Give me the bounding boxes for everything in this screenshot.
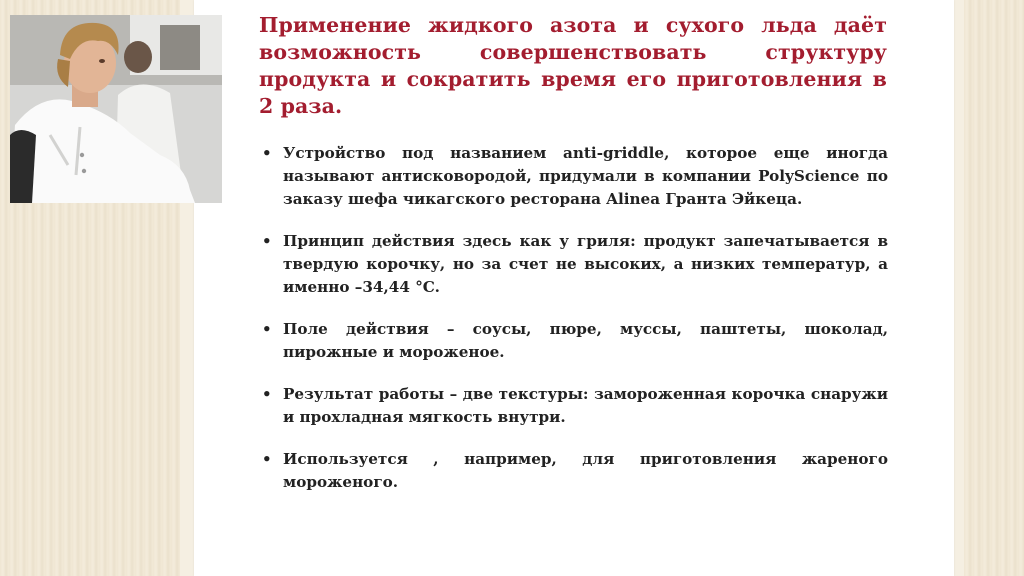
list-item [262, 448, 888, 494]
bullet-icon: • [262, 232, 272, 250]
bullet-icon: • [262, 450, 272, 468]
bullet-text: Результат работы – две текстуры: замороженная корочка снаружи и прохладная мягкость внутри. [283, 385, 888, 426]
bullet-icon: • [262, 320, 272, 338]
bullet-icon: • [262, 144, 272, 162]
bullet-text: Принцип действия здесь как у гриля: продукт запечатывается в твердую корочку, но за счет не высоких, а низких температур, а именно –34,44 °C. [283, 232, 888, 296]
bullet-text: Используется , например, для приготовления жареного мороженого. [283, 450, 888, 491]
bullet-list [262, 142, 888, 513]
list-item [262, 142, 888, 211]
list-item [262, 318, 888, 364]
right-texture-panel [964, 0, 1024, 576]
list-item [262, 230, 888, 299]
bullet-text: Устройство под названием anti-griddle, которое еще иногда называют антисковородой, придумали в компании PolyScience по заказу шефа чикагского ресторана Alinea Гранта Эйкеца. [283, 144, 888, 208]
bullet-icon: • [262, 385, 272, 403]
bullet-text: Поле действия – соусы, пюре, муссы, паштеты, шоколад, пирожные и мороженое. [283, 320, 888, 361]
list-item [262, 383, 888, 429]
slide-title: Применение жидкого азота и сухого льда даёт возможность совершенствовать структуру продукта и сократить время его приготовления в 2 раза. [259, 13, 887, 118]
chef-photo [10, 15, 222, 203]
